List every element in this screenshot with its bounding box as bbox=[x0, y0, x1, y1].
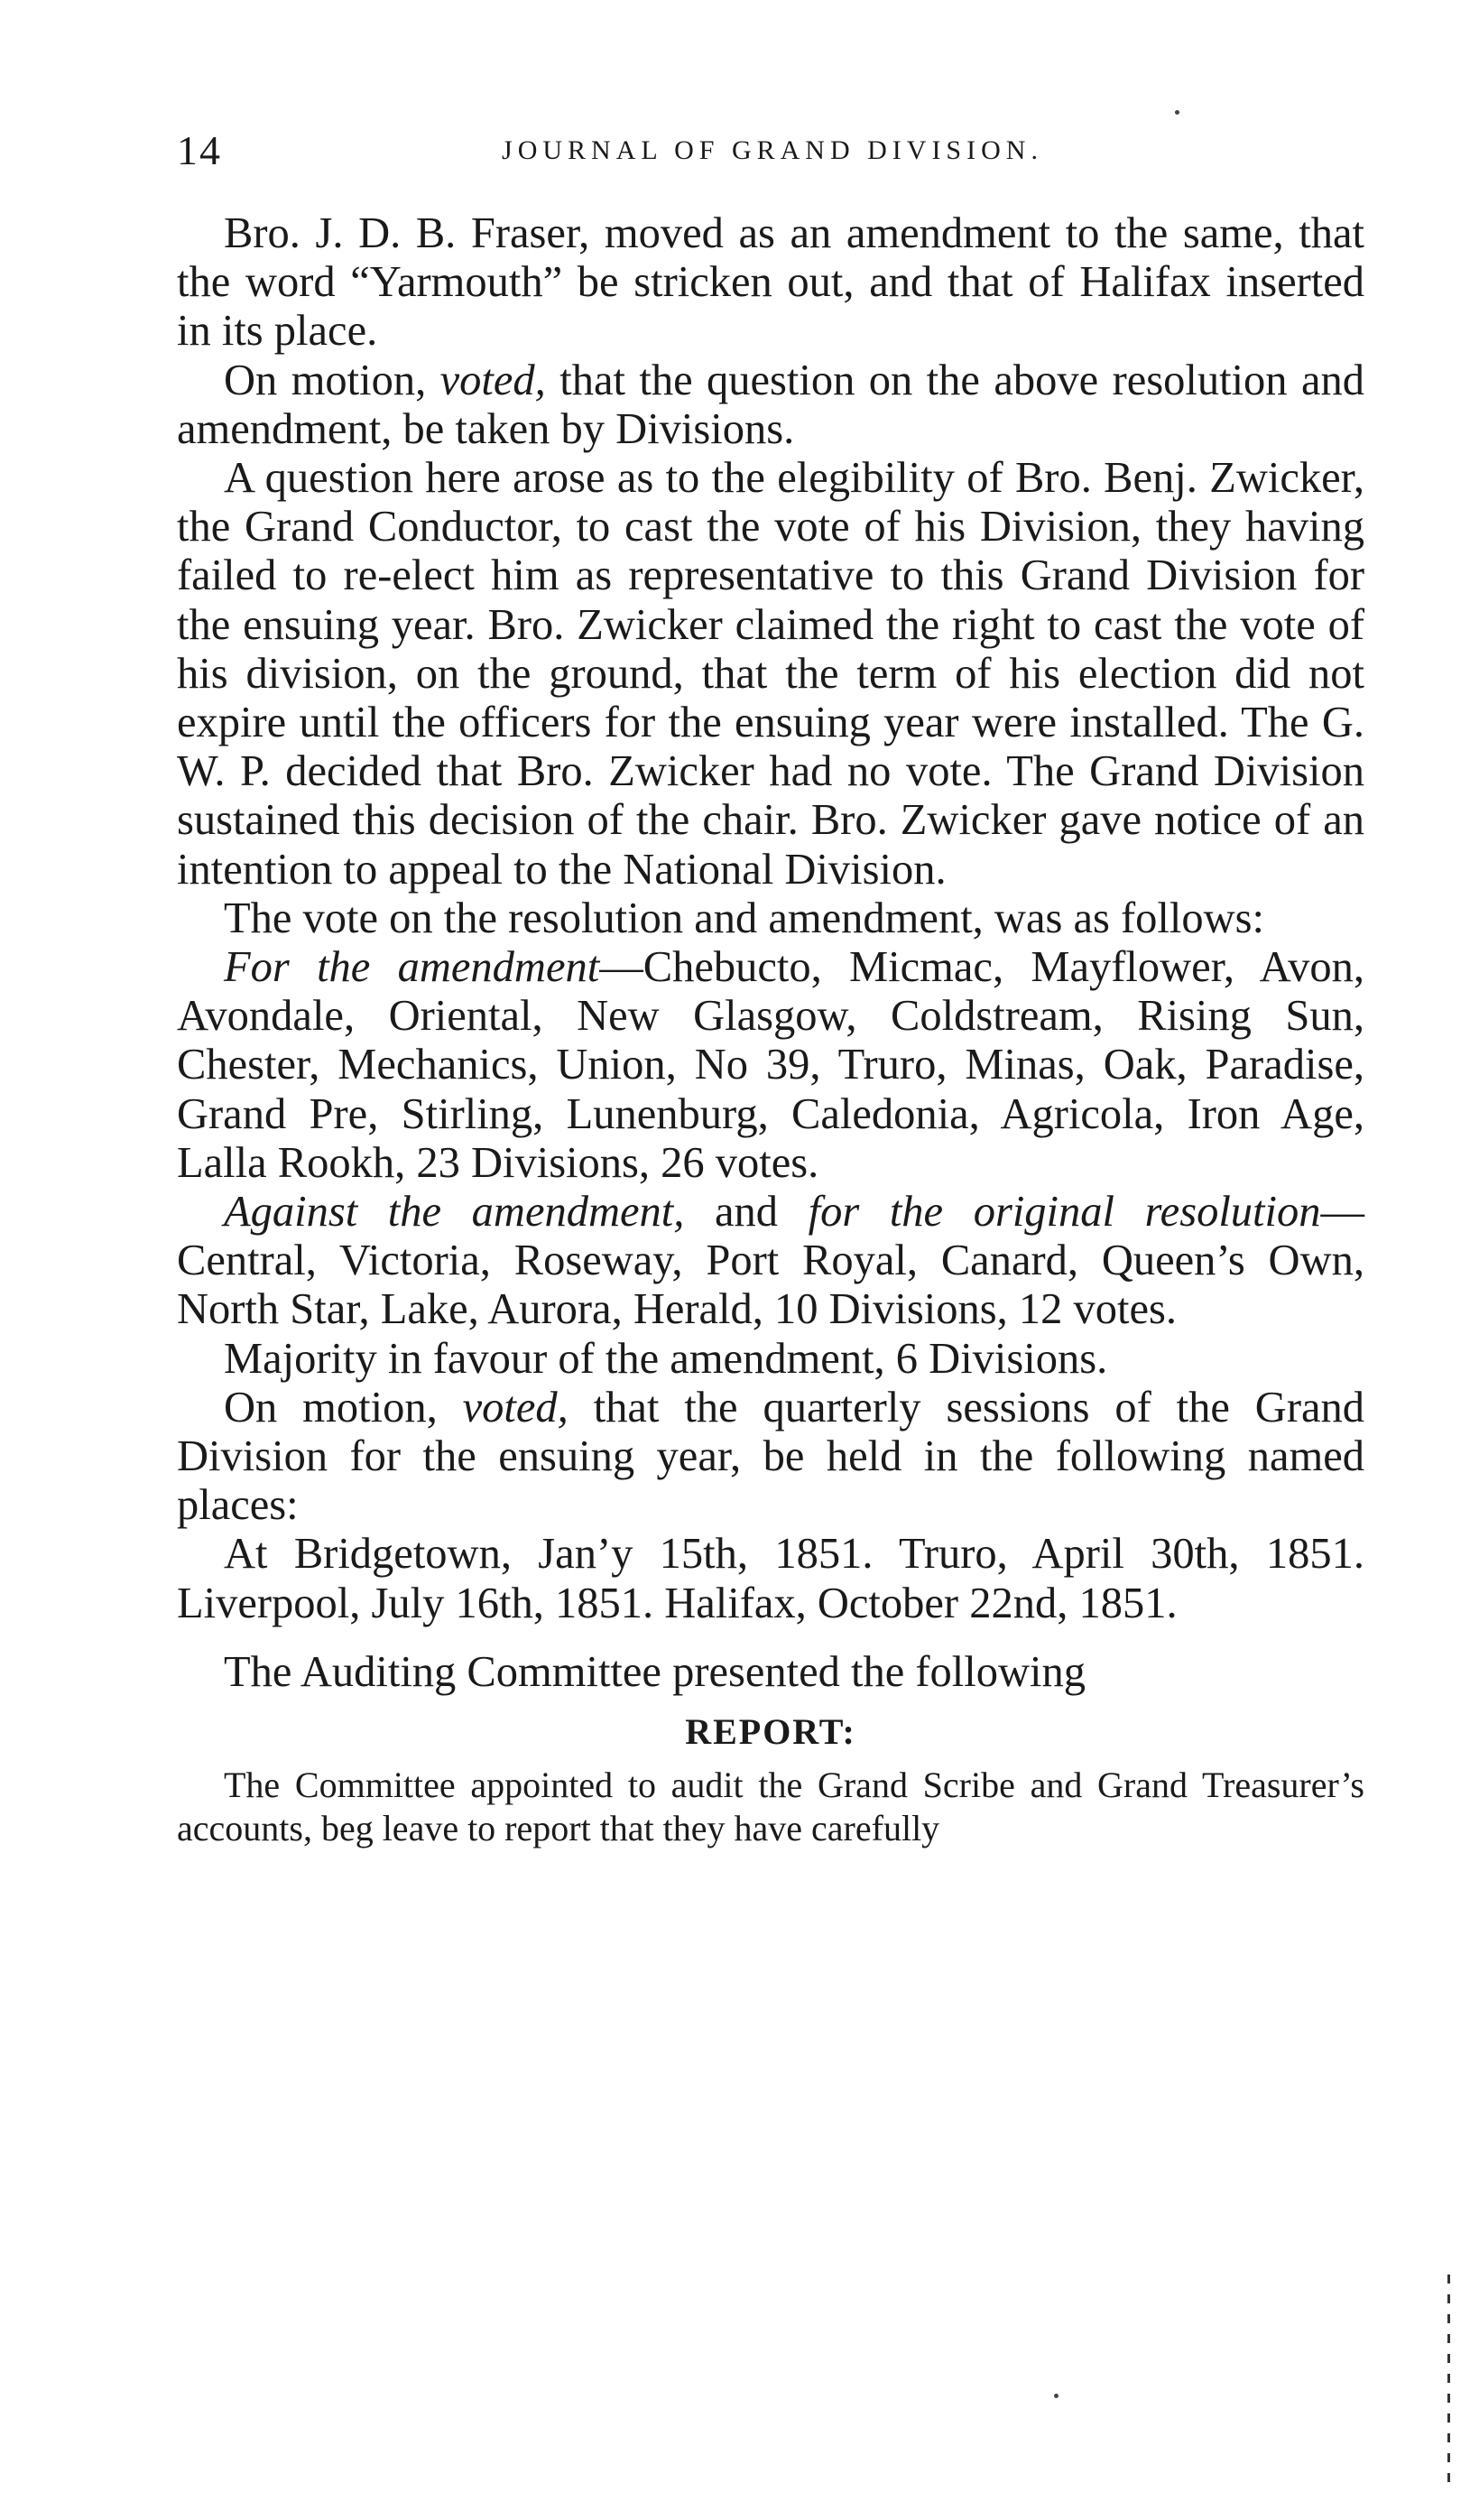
paragraph-for-amendment: For the amendment—Chebucto, Micmac, Mayflower, Avon, Avondale, Oriental, New Glasgow, Coldstream, Rising Sun, Chester, Mechanics, Union, No 39, Truro, Minas, Oak, Paradise, Grand Pre, Stirling, Lunenburg, Caledonia, Agricola, Iron Age, Lalla Rookh, 23 Divisions, 26 votes. bbox=[177, 943, 1364, 1187]
paragraph-motion-divisions: On motion, voted, that the question on the above resolution and amendment, be taken by Divisions. bbox=[177, 356, 1364, 453]
margin-mark bbox=[1447, 2274, 1450, 2491]
paragraph-zwicker: A question here arose as to the elegibility of Bro. Benj. Zwicker, the Grand Conductor, to cast the vote of his Division, they having failed to re-elect him as representative to this Grand Division for the ensuing year. Bro. Zwicker claimed the right to cast the vote of his division, on the ground, that the term of his election did not expire until the officers for the ensuing year were installed. The G. W. P. decided that Bro. Zwicker had no vote. The Grand Division sustained this decision of the chair. Bro. Zwicker gave notice of an intention to appeal to the National Division. bbox=[177, 454, 1364, 894]
paragraph-auditing-committee: The Auditing Committee presented the following bbox=[224, 1647, 1086, 1696]
paragraph-quarterly-sessions: On motion, voted, that the quarterly sessions of the Grand Division for the ensuing year, be held in the following named places: bbox=[177, 1383, 1365, 1530]
running-head: JOURNAL OF GRAND DIVISION. bbox=[502, 135, 1043, 165]
paragraph-vote-intro: The vote on the resolution and amendment, was as follows: bbox=[224, 894, 1264, 942]
paragraph-against-amendment: Against the amendment, and for the original resolution—Central, Victoria, Roseway, Port Royal, Canard, Queen’s Own, North Star, Lake, Aurora, Herald, 10 Divisions, 12 votes. bbox=[177, 1188, 1364, 1334]
paragraph-session-dates: At Bridgetown, Jan’y 15th, 1851. Truro, April 30th, 1851. Liverpool, July 16th, 1851. Halifax, October 22nd, 1851. bbox=[177, 1530, 1364, 1627]
print-speck bbox=[1054, 2394, 1059, 2398]
paragraph-majority: Majority in favour of the amendment, 6 Divisions. bbox=[224, 1334, 1108, 1383]
print-speck bbox=[1175, 110, 1179, 115]
body-text bbox=[177, 209, 1364, 1850]
page-number: 14 bbox=[177, 127, 222, 173]
report-heading: REPORT: bbox=[685, 1711, 856, 1753]
paragraph-amendment: Bro. J. D. B. Fraser, moved as an amendment to the same, that the word “Yarmouth” be stricken out, and that of Halifax inserted in its place. bbox=[177, 209, 1364, 356]
page-header bbox=[177, 126, 1368, 181]
report-text: The Committee appointed to audit the Grand Scribe and Grand Treasurer’s accounts, beg leave to report that they have carefully bbox=[177, 1765, 1364, 1849]
